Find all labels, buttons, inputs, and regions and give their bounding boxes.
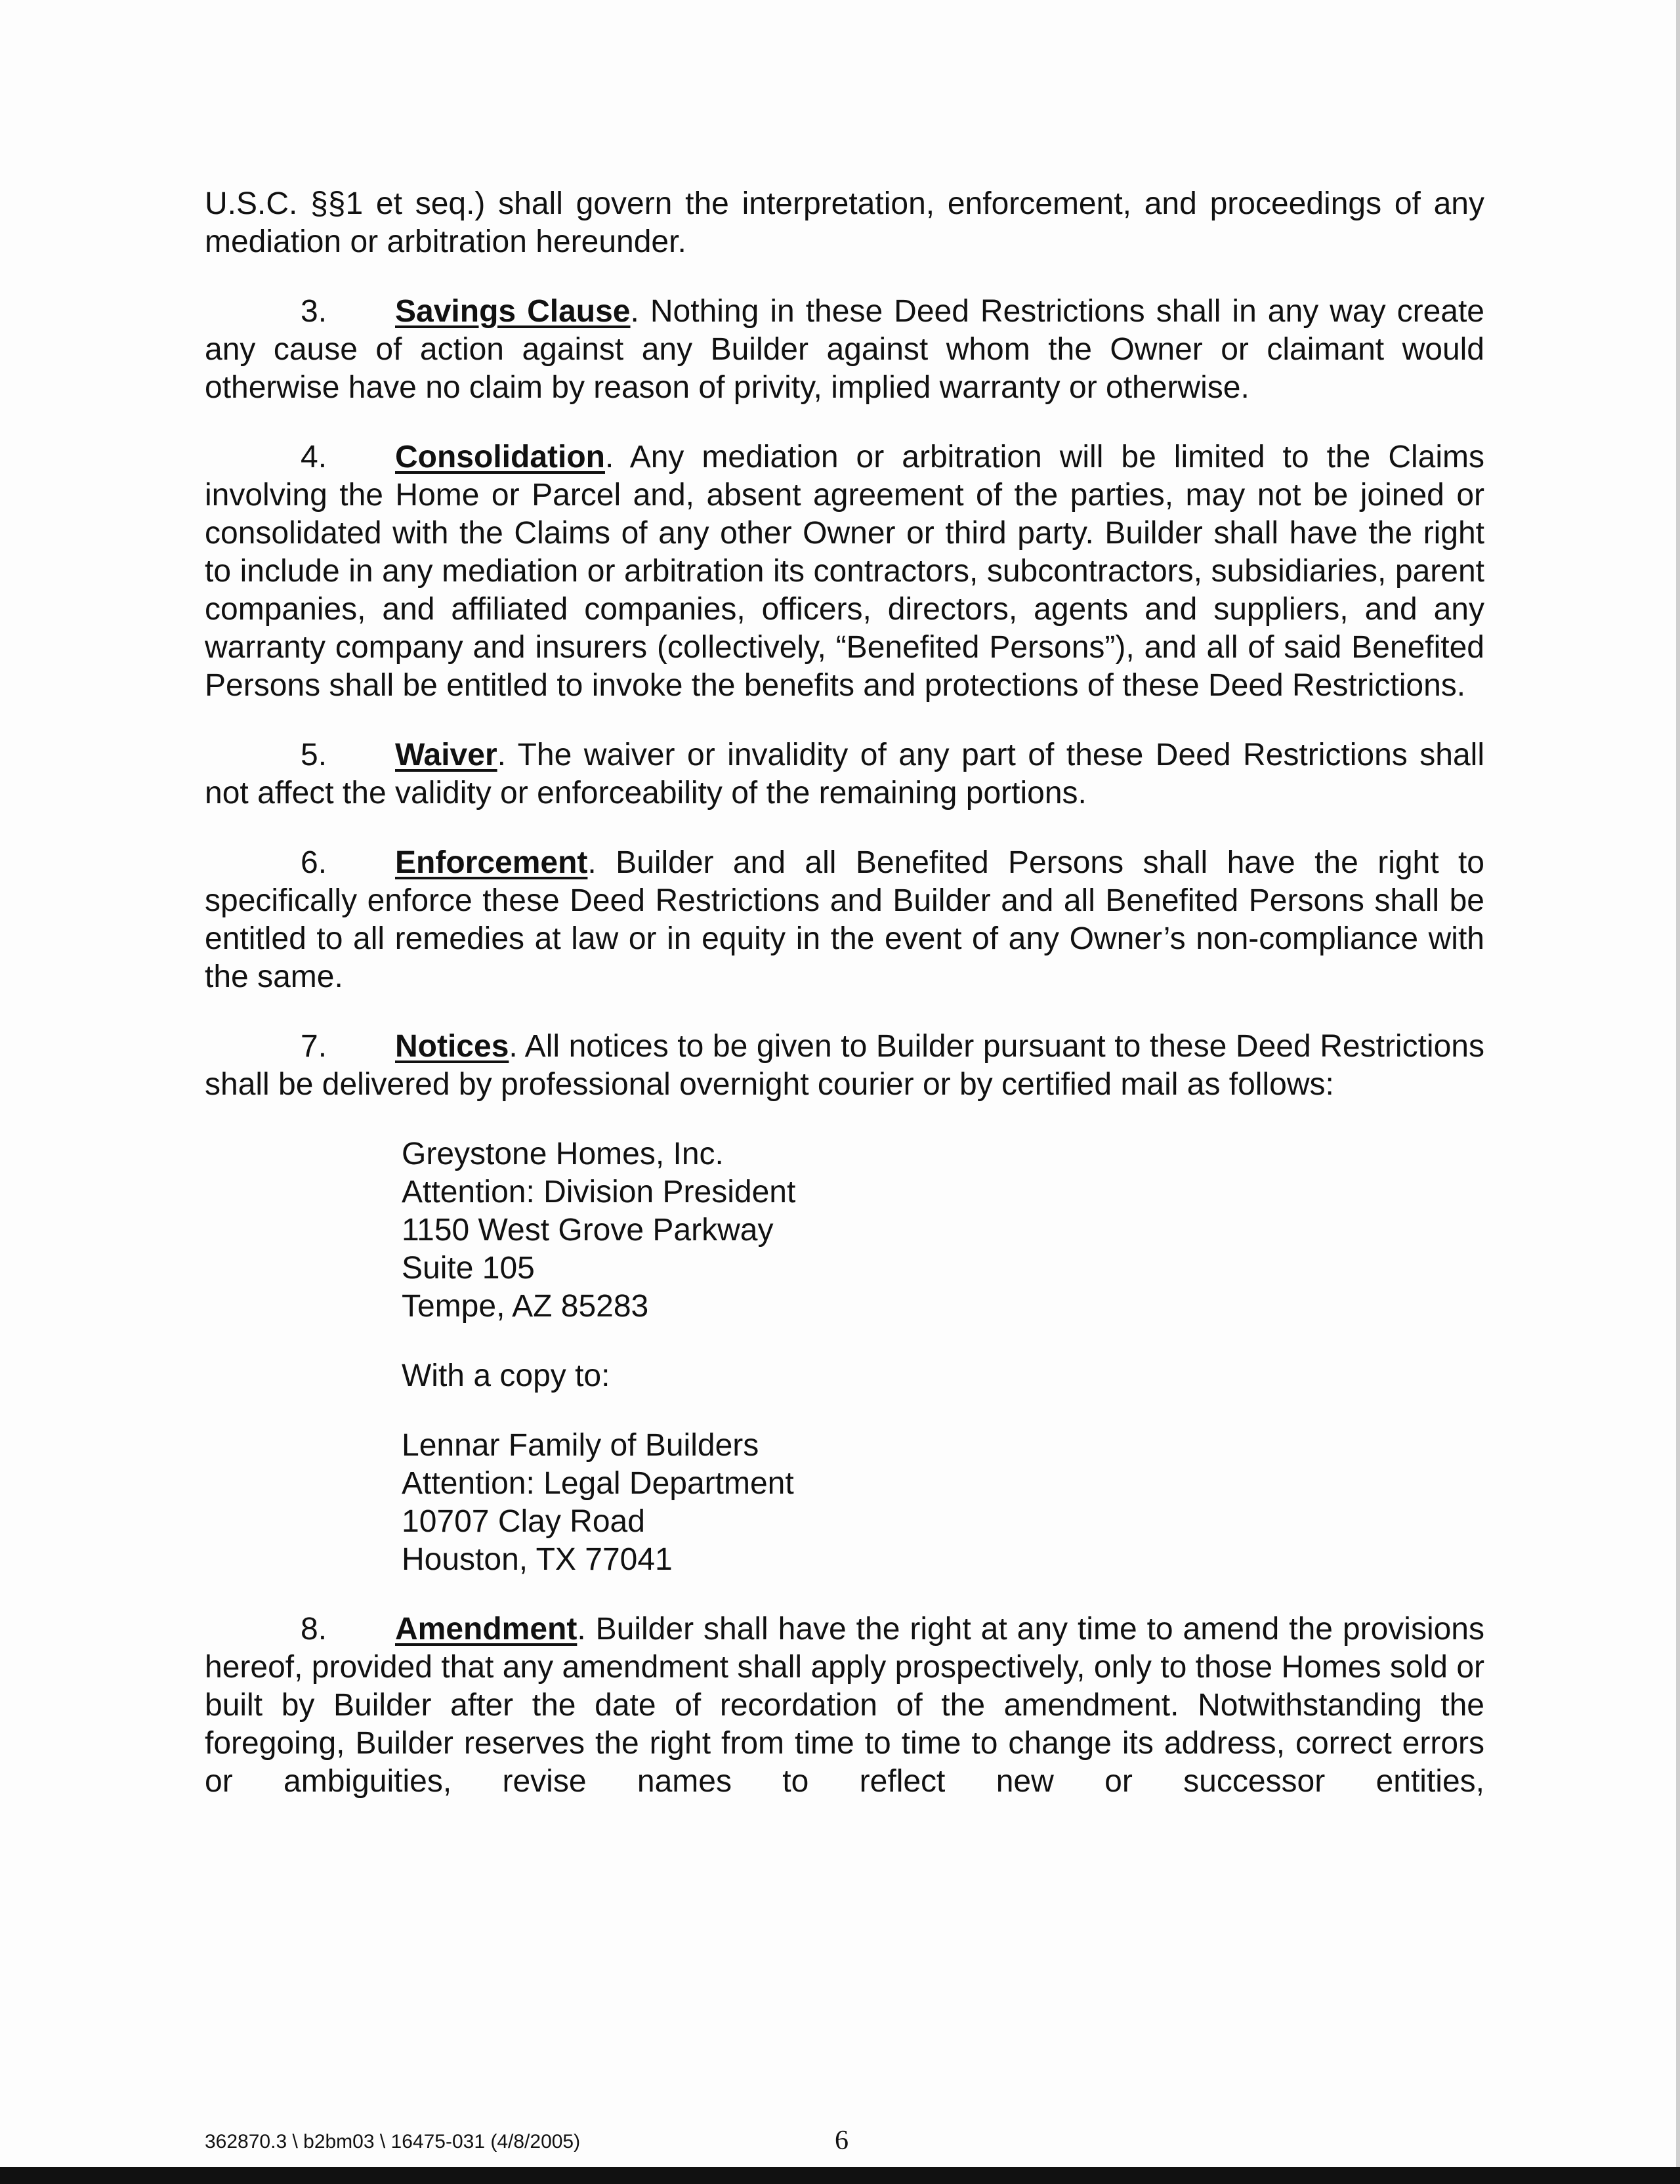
document-body — [205, 185, 1484, 1832]
section-number: 4. — [301, 440, 327, 474]
intro-continuation: U.S.C. §§1 et seq.) shall govern the interpretation, enforcement, and proceedings of any mediation or arbitration hereunder. — [205, 186, 1484, 259]
section-heading: Waiver — [395, 738, 497, 772]
page-number: 6 — [835, 2126, 849, 2156]
section-7: 7. Notices. All notices to be given to Builder pursuant to these Deed Restrictions shall be delivered by professional overnight courier or by certified mail as follows: — [205, 1029, 1484, 1102]
section-text: The waiver or invalidity of any part of these Deed Restrictions shall not affect the validity or enforceability of the remaining portions. — [205, 738, 1484, 810]
section-heading: Consolidation — [395, 440, 605, 474]
section-6: 6. Enforcement. Builder and all Benefited Persons shall have the right to specifically enforce these Deed Restrictions and Builder and all Benefited Persons shall be entitled to all remedies at law or in equity in the event of any Owner’s non-compliance with the same. — [205, 845, 1485, 994]
section-text: All notices to be given to Builder pursuant to these Deed Restrictions shall be delivered by professional overnight courier or by certified mail as follows: — [205, 1029, 1484, 1102]
section-text: Builder and all Benefited Persons shall have the right to specifically enforce these Deed Restrictions and Builder and all Benefited Persons shall be entitled to all remedies at law or in equity in the event of any Owner’s non-compliance with the same. — [205, 845, 1485, 994]
section-8: 8. Amendment. Builder shall have the right at any time to amend the provisions hereof, provided that any amendment shall apply prospectively, only to those Homes sold or built by Builder after the date of recordation of the amendment. Notwithstanding the foregoing, Builder reserves the right from time to time to change its address, correct errors or ambiguities, revise names to reflect new or successor entities, — [205, 1612, 1485, 1799]
scan-edge-bottom — [0, 2167, 1680, 2184]
address-line: 1150 West Grove Parkway — [402, 1213, 774, 1248]
section-4: 4. Consolidation. Any mediation or arbitration will be limited to the Claims involving the Home or Parcel and, absent agreement of the parties, may not be joined or consolidated with the Claims of any other Owner or third party. Builder shall have the right to include in any mediation or arbitration its contractors, subcontractors, subsidiaries, parent companies, and affiliated companies, officers, directors, agents and suppliers, and any warranty company and insurers (collectively, “Benefited Persons”), and all of said Benefited Persons shall be entitled to invoke the benefits and protections of these Deed Restrictions. — [205, 440, 1484, 703]
address-line: Houston, TX 77041 — [402, 1542, 673, 1577]
section-text: Nothing in these Deed Restrictions shall in any way create any cause of action against any Builder against whom the Owner or claimant would otherwise have no claim by reason of privity, implied warranty or otherwise. — [205, 294, 1485, 405]
footer-document-id: 362870.3 \ b2bm03 \ 16475-031 (4/8/2005) — [205, 2131, 581, 2152]
section-number: 3. — [301, 294, 327, 329]
section-text: Builder shall have the right at any time to amend the provisions hereof, provided that any amendment shall apply prospectively, only to those Homes sold or built by Builder after the date of recordation of the amendment. Notwithstanding the foregoing, Builder reserves the right from time to time to change its address, correct errors or ambiguities, revise names to reflect new or successor entities, — [205, 1612, 1485, 1799]
address-line: Attention: Division President — [402, 1175, 796, 1209]
address-line: Attention: Legal Department — [402, 1466, 794, 1501]
primary-address-block — [402, 1135, 1484, 1326]
scan-edge-right — [1676, 0, 1680, 2184]
section-3: 3. Savings Clause. Nothing in these Deed Restrictions shall in any way create any cause of action against any Builder against whom the Owner or claimant would otherwise have no claim by reason of privity, implied warranty or otherwise. — [205, 294, 1485, 405]
section-number: 6. — [301, 845, 327, 880]
section-heading: Enforcement — [395, 845, 588, 880]
section-number: 8. — [301, 1612, 327, 1647]
address-line: Tempe, AZ 85283 — [402, 1289, 649, 1324]
section-heading: Notices — [395, 1029, 509, 1064]
section-number: 5. — [301, 738, 327, 772]
copy-to-label: With a copy to: — [402, 1358, 610, 1393]
address-line: 10707 Clay Road — [402, 1504, 645, 1539]
section-heading: Savings Clause — [395, 294, 631, 329]
section-number: 7. — [301, 1029, 327, 1064]
section-heading: Amendment — [395, 1612, 578, 1647]
address-line: Lennar Family of Builders — [402, 1428, 759, 1463]
section-text: Any mediation or arbitration will be limited to the Claims involving the Home or Parcel and, absent agreement of the parties, may not be joined or consolidated with the Claims of any other Owner or third party. Builder shall have the right to include in any mediation or arbitration its contractors, subcontractors, subsidiaries, parent companies, and affiliated companies, officers, directors, agents and suppliers, and any warranty company and insurers (collectively, “Benefited Persons”), and all of said Benefited Persons shall be entitled to invoke the benefits and protections of these Deed Restrictions. — [205, 440, 1484, 703]
address-line: Suite 105 — [402, 1251, 535, 1286]
copy-address-block — [402, 1427, 1484, 1579]
section-5: 5. Waiver. The waiver or invalidity of any part of these Deed Restrictions shall not affect the validity or enforceability of the remaining portions. — [205, 738, 1484, 810]
address-line: Greystone Homes, Inc. — [402, 1137, 724, 1171]
